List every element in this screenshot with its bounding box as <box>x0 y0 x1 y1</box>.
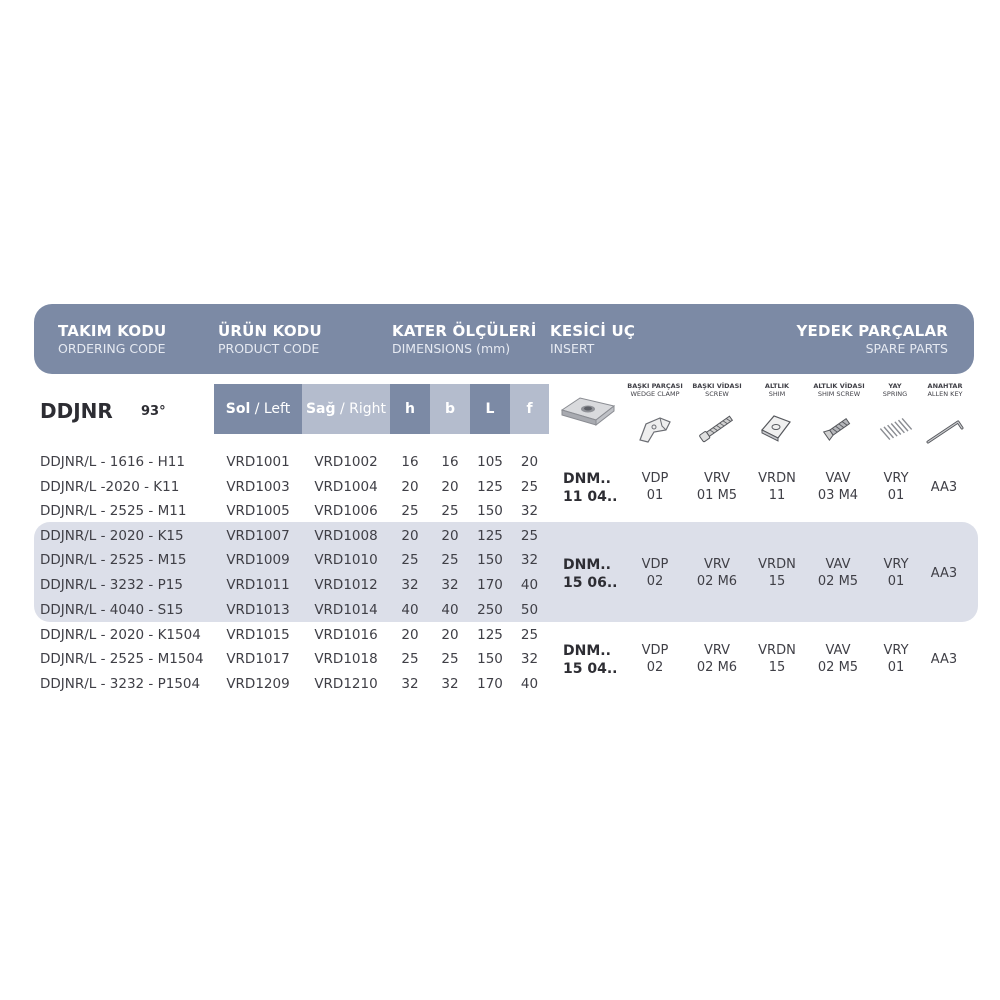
row-0-right: VRD1002 <box>314 454 378 470</box>
col-right <box>302 384 390 434</box>
col-left <box>214 384 302 434</box>
col-L: L <box>470 384 510 434</box>
tool-angle: 93° <box>141 404 166 419</box>
group-0-spring-line2: 01 <box>887 488 905 503</box>
group-2-screw <box>687 642 747 676</box>
row-1-L: 125 <box>477 479 503 495</box>
row-5-right: VRD1012 <box>314 577 378 593</box>
row-0-left: VRD1001 <box>226 454 290 470</box>
group-0-shim <box>747 470 807 504</box>
group-1-screw-line1: VRV <box>703 557 731 572</box>
group-1-shim-screw-line1: VAV <box>825 557 851 572</box>
row-9-L: 170 <box>477 676 503 692</box>
header-tool-code: TAKIM KODU <box>58 322 167 340</box>
row-9-code: DDJNR/L - 3232 - P1504 <box>40 676 201 692</box>
group-2-clamp-line2: 02 <box>646 660 664 675</box>
group-2-shim-screw-line1: VAV <box>825 643 851 658</box>
group-2-allen-key: AA3 <box>930 652 958 667</box>
group-0-clamp-line1: VDP <box>641 471 669 486</box>
row-3-h: 20 <box>401 528 419 544</box>
row-2-h: 25 <box>401 503 419 519</box>
spare-header-wedge-clamp: BAŞKI PARÇASI WEDGE CLAMP <box>627 382 683 398</box>
group-0-clamp <box>625 470 685 504</box>
row-5-h: 32 <box>401 577 419 593</box>
col-f: f <box>510 384 549 434</box>
row-4-code: DDJNR/L - 2525 - M15 <box>40 552 187 568</box>
row-6-h: 40 <box>401 602 419 618</box>
group-1-spring-line2: 01 <box>887 574 905 589</box>
group-0-shim-line2: 11 <box>768 488 786 503</box>
row-8-h: 25 <box>401 651 419 667</box>
group-1-screw-line2: 02 M6 <box>696 574 738 589</box>
col-right-rest: / Right <box>335 401 387 417</box>
group-1-shim <box>747 556 807 590</box>
group-0-shim-screw-line1: VAV <box>825 471 851 486</box>
header-dimensions-sub: DIMENSIONS (mm) <box>392 341 511 356</box>
spare-header-shim: ALTLIK SHIM <box>764 382 790 398</box>
row-1-left: VRD1003 <box>226 479 290 495</box>
group-1-insert-line1: DNM.. <box>563 557 611 573</box>
row-0-L: 105 <box>477 454 503 470</box>
col-left-bold: Sol <box>225 401 251 417</box>
group-2-shim <box>747 642 807 676</box>
group-0-insert <box>563 470 617 506</box>
allen-key-icon <box>924 412 966 446</box>
shim-screw-icon <box>818 412 858 444</box>
row-3-L: 125 <box>477 528 503 544</box>
row-7-h: 20 <box>401 627 419 643</box>
row-1-b: 20 <box>441 479 459 495</box>
group-2-screw-line1: VRV <box>703 643 731 658</box>
group-1-spring-line1: VRY <box>883 557 909 572</box>
col-h: h <box>390 384 430 434</box>
row-5-code: DDJNR/L - 3232 - P15 <box>40 577 183 593</box>
insert-icon <box>558 392 618 430</box>
row-3-code: DDJNR/L - 2020 - K15 <box>40 528 184 544</box>
group-1-screw <box>687 556 747 590</box>
row-4-left: VRD1009 <box>226 552 290 568</box>
group-2-shim-screw-line2: 02 M5 <box>817 660 859 675</box>
row-0-b: 16 <box>441 454 459 470</box>
row-6-left: VRD1013 <box>226 602 290 618</box>
row-2-code: DDJNR/L - 2525 - M11 <box>40 503 187 519</box>
row-6-f: 50 <box>520 602 539 618</box>
row-3-right: VRD1008 <box>314 528 378 544</box>
row-2-left: VRD1005 <box>226 503 290 519</box>
row-7-L: 125 <box>477 627 503 643</box>
col-b: b <box>430 384 470 434</box>
group-2-insert-line2: 15 04.. <box>563 661 618 677</box>
group-2-screw-line2: 02 M6 <box>696 660 738 675</box>
group-2-shim-screw <box>808 642 868 676</box>
row-1-h: 20 <box>401 479 419 495</box>
group-1-allen-key: AA3 <box>930 566 958 581</box>
group-2-spring-line1: VRY <box>883 643 909 658</box>
row-9-right: VRD1210 <box>314 676 378 692</box>
header-tool-code-sub: ORDERING CODE <box>58 341 166 356</box>
group-0-screw <box>687 470 747 504</box>
row-2-f: 32 <box>520 503 539 519</box>
row-8-L: 150 <box>477 651 503 667</box>
header-product-code-sub: PRODUCT CODE <box>218 341 320 356</box>
row-6-L: 250 <box>477 602 503 618</box>
row-9-f: 40 <box>520 676 539 692</box>
group-0-spring-line1: VRY <box>883 471 909 486</box>
row-8-left: VRD1017 <box>226 651 290 667</box>
row-9-h: 32 <box>401 676 419 692</box>
row-1-right: VRD1004 <box>314 479 378 495</box>
row-5-b: 32 <box>441 577 459 593</box>
spring-icon <box>876 414 916 444</box>
row-3-b: 20 <box>441 528 459 544</box>
group-0-insert-line1: DNM.. <box>563 471 611 487</box>
group-0-clamp-line2: 01 <box>646 488 664 503</box>
group-2-insert-line1: DNM.. <box>563 643 611 659</box>
group-1-shim-screw <box>808 556 868 590</box>
row-7-left: VRD1015 <box>226 627 290 643</box>
row-0-f: 20 <box>520 454 539 470</box>
row-9-b: 32 <box>441 676 459 692</box>
row-4-f: 32 <box>520 552 539 568</box>
spare-header-spring: YAY SPRING <box>882 382 908 398</box>
header-product-code: ÜRÜN KODU <box>218 322 322 340</box>
group-2-shim-line2: 15 <box>768 660 786 675</box>
row-8-code: DDJNR/L - 2525 - M1504 <box>40 651 204 667</box>
group-0-shim-screw <box>808 470 868 504</box>
group-1-insert <box>563 556 617 592</box>
row-8-right: VRD1018 <box>314 651 378 667</box>
group-1-shim-screw-line2: 02 M5 <box>817 574 859 589</box>
group-0-screw-line2: 01 M5 <box>696 488 738 503</box>
group-2-clamp <box>625 642 685 676</box>
row-4-b: 25 <box>441 552 459 568</box>
row-7-code: DDJNR/L - 2020 - K1504 <box>40 627 201 643</box>
row-8-f: 32 <box>520 651 539 667</box>
spare-header-screw: BAŞKI VİDASI SCREW <box>692 382 742 398</box>
spare-header-allen-key: ANAHTAR ALLEN KEY <box>927 382 963 398</box>
row-1-code: DDJNR/L -2020 - K11 <box>40 479 180 495</box>
col-left-rest: / Left <box>250 401 291 417</box>
tool-code-title: DDJNR <box>40 399 113 423</box>
row-5-left: VRD1011 <box>226 577 290 593</box>
group-2-spring-line2: 01 <box>887 660 905 675</box>
group-2-clamp-line1: VDP <box>641 643 669 658</box>
group-0-shim-line1: VRDN <box>758 471 796 486</box>
row-0-h: 16 <box>401 454 419 470</box>
shim-icon <box>758 412 794 444</box>
group-1-clamp <box>625 556 685 590</box>
group-1-shim-line1: VRDN <box>758 557 796 572</box>
row-9-left: VRD1209 <box>226 676 290 692</box>
group-1-insert-line2: 15 06.. <box>563 575 618 591</box>
row-8-b: 25 <box>441 651 459 667</box>
group-2-shim-line1: VRDN <box>758 643 796 658</box>
group-0-allen-key: AA3 <box>930 480 958 495</box>
group-0-screw-line1: VRV <box>703 471 731 486</box>
row-3-left: VRD1007 <box>226 528 290 544</box>
row-2-L: 150 <box>477 503 503 519</box>
group-1-clamp-line1: VDP <box>641 557 669 572</box>
row-4-right: VRD1010 <box>314 552 378 568</box>
row-6-b: 40 <box>441 602 459 618</box>
group-1-clamp-line2: 02 <box>646 574 664 589</box>
row-1-f: 25 <box>520 479 539 495</box>
spare-header-shim-screw: ALTLIK VİDASI SHIM SCREW <box>813 382 865 398</box>
row-7-b: 20 <box>441 627 459 643</box>
row-5-f: 40 <box>520 577 539 593</box>
screw-icon <box>694 410 740 446</box>
row-5-L: 170 <box>477 577 503 593</box>
header-spare-parts-sub: SPARE PARTS <box>865 341 948 356</box>
header-dimensions: KATER ÖLÇÜLERİ <box>392 322 537 340</box>
row-4-h: 25 <box>401 552 419 568</box>
group-0-insert-line2: 11 04.. <box>563 489 618 505</box>
row-6-code: DDJNR/L - 4040 - S15 <box>40 602 184 618</box>
group-0-shim-screw-line2: 03 M4 <box>817 488 859 503</box>
row-6-right: VRD1014 <box>314 602 378 618</box>
header-insert: KESİCİ UÇ <box>550 322 636 340</box>
row-7-f: 25 <box>520 627 539 643</box>
group-2-insert <box>563 642 617 678</box>
wedge-clamp-icon <box>636 412 676 446</box>
header-insert-sub: INSERT <box>550 341 595 356</box>
row-2-right: VRD1006 <box>314 503 378 519</box>
row-4-L: 150 <box>477 552 503 568</box>
row-7-right: VRD1016 <box>314 627 378 643</box>
group-1-shim-line2: 15 <box>768 574 786 589</box>
col-right-bold: Sağ <box>305 401 336 417</box>
row-3-f: 25 <box>520 528 539 544</box>
row-2-b: 25 <box>441 503 459 519</box>
row-0-code: DDJNR/L - 1616 - H11 <box>40 454 185 470</box>
header-spare-parts: YEDEK PARÇALAR <box>796 322 948 340</box>
